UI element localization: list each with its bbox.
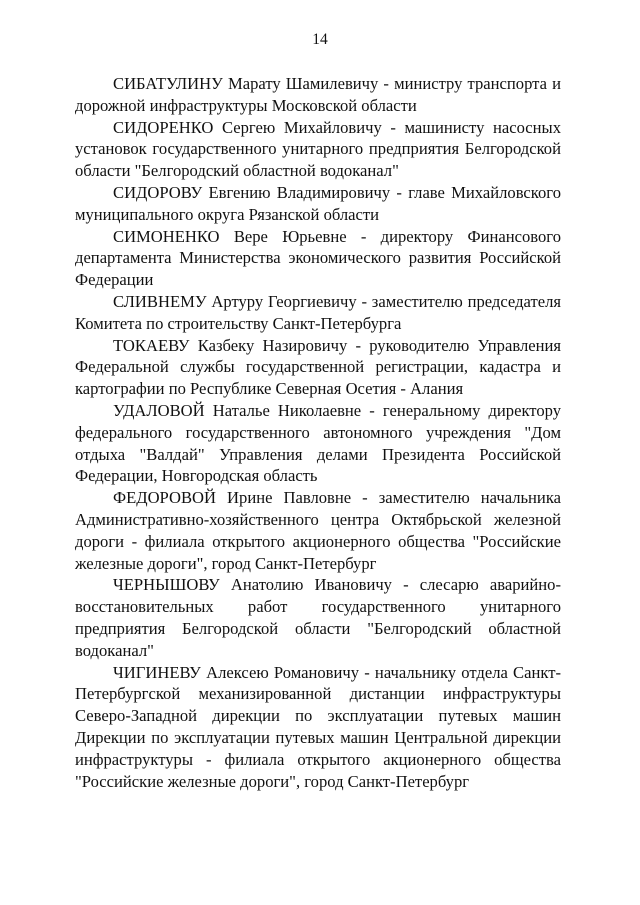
list-item: УДАЛОВОЙ Наталье Николаевне - генеральному директору федерального государственного автономного учреждения "Дом отдыха "Валдай" Управления делами Президента Российской Федерации, Новгородская область (75, 400, 561, 486)
list-item: СИДОРОВУ Евгению Владимировичу - главе Михайловского муниципального округа Рязанской области (75, 182, 561, 224)
list-item: СИДОРЕНКО Сергею Михайловичу - машинисту насосных установок государственного унитарного предприятия Белгородской области "Белгородский областной водоканал" (75, 117, 561, 181)
award-list (75, 73, 561, 792)
list-item: ФЕДОРОВОЙ Ирине Павловне - заместителю начальника Административно-хозяйственного центра Октябрьской железной дороги - филиала открытого акционерного общества "Российские железные дороги", город Санкт-Петербург (75, 488, 561, 573)
list-item: СИБАТУЛИНУ Марату Шамилевичу - министру транспорта и дорожной инфраструктуры Московской области (75, 74, 561, 115)
list-item: ЧИГИНЕВУ Алексею Романовичу - начальнику отдела Санкт-Петербургской механизированной дистанции инфраструктуры Северо-Западной дирекции по эксплуатации путевых машин Дирекции по эксплуатации путевых машин Центральной дирекции инфраструктуры - филиала открытого акционерного общества "Российские железные дороги", город Санкт-Петербург (75, 662, 561, 791)
list-item: ТОКАЕВУ Казбеку Назировичу - руководителю Управления Федеральной службы государственной регистрации, кадастра и картографии по Республике Северная Осетия - Алания (75, 335, 561, 399)
list-item: ЧЕРНЫШОВУ Анатолию Ивановичу - слесарю аварийно-восстановительных работ государственного унитарного предприятия Белгородской области "Белгородский областной водоканал" (75, 575, 561, 660)
list-item: СИМОНЕНКО Вере Юрьевне - директору Финансового департамента Министерства экономического развития Российской Федерации (75, 226, 561, 290)
page-number: 14 (312, 31, 328, 48)
list-item: СЛИВНЕМУ Артуру Георгиевичу - заместителю председателя Комитета по строительству Санкт-Петербурга (75, 291, 561, 333)
